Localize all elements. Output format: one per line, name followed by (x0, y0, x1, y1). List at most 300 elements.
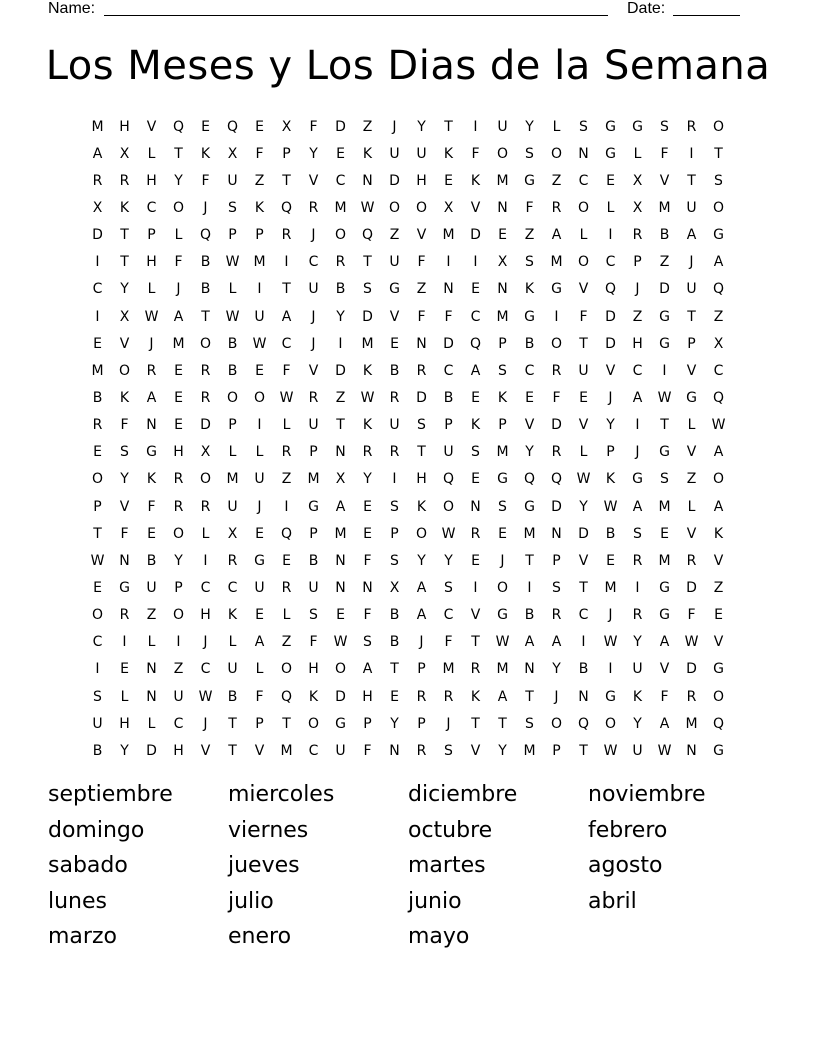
grid-letter[interactable]: D (686, 579, 697, 596)
grid-letter[interactable]: P (390, 525, 399, 542)
grid-letter[interactable]: C (524, 362, 535, 379)
grid-letter[interactable]: C (146, 199, 157, 216)
grid-letter[interactable]: A (551, 634, 562, 651)
grid-letter[interactable]: C (335, 172, 346, 189)
grid-letter[interactable]: I (554, 308, 559, 325)
grid-letter[interactable]: O (118, 362, 131, 379)
grid-letter[interactable]: M (685, 715, 698, 732)
grid-letter[interactable]: W (198, 688, 213, 705)
grid-letter[interactable]: X (443, 199, 454, 216)
grid-letter[interactable]: J (311, 308, 316, 325)
grid-letter[interactable]: K (119, 199, 130, 216)
grid-letter[interactable]: J (203, 634, 208, 651)
grid-letter[interactable]: A (281, 308, 292, 325)
grid-letter[interactable]: P (282, 145, 291, 162)
grid-letter[interactable]: E (174, 417, 183, 434)
grid-letter[interactable]: G (659, 444, 670, 461)
grid-letter[interactable]: K (713, 525, 724, 542)
grid-letter[interactable]: B (389, 634, 400, 651)
grid-letter[interactable]: C (578, 172, 589, 189)
grid-letter[interactable]: V (659, 172, 670, 189)
grid-letter[interactable]: T (228, 715, 237, 732)
grid-letter[interactable]: Y (633, 715, 642, 732)
grid-letter[interactable]: O (712, 471, 725, 488)
grid-letter[interactable]: F (525, 199, 534, 216)
grid-letter[interactable]: X (281, 118, 292, 135)
grid-letter[interactable]: X (713, 335, 724, 352)
grid-letter[interactable]: R (281, 444, 292, 461)
grid-letter[interactable]: O (280, 661, 293, 678)
grid-letter[interactable]: K (443, 145, 454, 162)
grid-letter[interactable]: I (95, 254, 100, 271)
grid-letter[interactable]: E (174, 362, 183, 379)
grid-letter[interactable]: P (444, 417, 453, 434)
grid-letter[interactable]: U (227, 498, 238, 515)
grid-letter[interactable]: R (173, 498, 184, 515)
grid-letter[interactable]: S (660, 471, 669, 488)
grid-letter[interactable]: E (579, 389, 588, 406)
grid-letter[interactable]: C (578, 607, 589, 624)
grid-letter[interactable]: A (713, 254, 724, 271)
grid-letter[interactable]: T (120, 254, 129, 271)
grid-letter[interactable]: L (228, 281, 237, 298)
grid-letter[interactable]: J (149, 335, 154, 352)
grid-letter[interactable]: C (443, 362, 454, 379)
grid-letter[interactable]: V (416, 227, 427, 244)
grid-letter[interactable]: M (496, 308, 509, 325)
grid-letter[interactable]: R (146, 362, 157, 379)
grid-letter[interactable]: H (416, 471, 427, 488)
grid-letter[interactable]: Y (633, 634, 642, 651)
grid-letter[interactable]: R (92, 172, 103, 189)
grid-letter[interactable]: R (551, 362, 562, 379)
grid-letter[interactable]: D (146, 742, 157, 759)
grid-letter[interactable]: Q (550, 471, 563, 488)
grid-letter[interactable]: E (336, 145, 345, 162)
grid-letter[interactable]: H (200, 607, 211, 624)
grid-letter[interactable]: U (497, 118, 508, 135)
grid-letter[interactable]: Y (309, 145, 318, 162)
grid-letter[interactable]: N (335, 552, 346, 569)
grid-letter[interactable]: F (660, 688, 669, 705)
grid-letter[interactable]: S (552, 579, 561, 596)
grid-letter[interactable]: N (119, 552, 130, 569)
grid-letter[interactable]: E (255, 362, 264, 379)
grid-letter[interactable]: B (443, 389, 454, 406)
grid-letter[interactable]: F (309, 118, 318, 135)
grid-letter[interactable]: Z (659, 254, 670, 271)
grid-letter[interactable]: G (659, 579, 670, 596)
grid-letter[interactable]: L (147, 281, 156, 298)
grid-letter[interactable]: Q (469, 335, 482, 352)
grid-letter[interactable]: R (92, 417, 103, 434)
grid-letter[interactable]: M (226, 471, 239, 488)
grid-letter[interactable]: W (252, 335, 267, 352)
grid-letter[interactable]: G (497, 471, 508, 488)
grid-letter[interactable]: I (608, 661, 613, 678)
grid-letter[interactable]: T (174, 145, 183, 162)
grid-letter[interactable]: I (257, 417, 262, 434)
grid-letter[interactable]: E (201, 118, 210, 135)
grid-letter[interactable]: P (228, 227, 237, 244)
grid-letter[interactable]: M (361, 335, 374, 352)
grid-letter[interactable]: H (119, 715, 130, 732)
grid-letter[interactable]: Y (525, 444, 534, 461)
grid-letter[interactable]: I (473, 254, 478, 271)
grid-letter[interactable]: E (606, 172, 615, 189)
grid-letter[interactable]: B (92, 742, 103, 759)
grid-letter[interactable]: G (659, 607, 670, 624)
grid-letter[interactable]: C (605, 254, 616, 271)
grid-letter[interactable]: U (632, 742, 643, 759)
grid-letter[interactable]: W (657, 742, 672, 759)
grid-letter[interactable]: K (146, 471, 157, 488)
grid-letter[interactable]: E (255, 607, 264, 624)
grid-letter[interactable]: Y (336, 308, 345, 325)
grid-letter[interactable]: R (551, 607, 562, 624)
grid-letter[interactable]: N (524, 661, 535, 678)
grid-letter[interactable]: L (228, 634, 237, 651)
grid-letter[interactable]: P (174, 579, 183, 596)
grid-letter[interactable]: W (90, 552, 105, 569)
grid-letter[interactable]: O (577, 199, 590, 216)
grid-letter[interactable]: V (470, 742, 481, 759)
grid-letter[interactable]: E (606, 552, 615, 569)
grid-letter[interactable]: O (388, 199, 401, 216)
grid-letter[interactable]: V (686, 362, 697, 379)
grid-letter[interactable]: G (551, 281, 562, 298)
grid-letter[interactable]: S (714, 172, 723, 189)
grid-letter[interactable]: V (578, 552, 589, 569)
grid-letter[interactable]: T (120, 227, 129, 244)
grid-letter[interactable]: G (713, 227, 724, 244)
grid-letter[interactable]: C (470, 308, 481, 325)
grid-letter[interactable]: P (255, 227, 264, 244)
grid-letter[interactable]: H (173, 742, 184, 759)
grid-letter[interactable]: C (227, 579, 238, 596)
grid-letter[interactable]: W (441, 525, 456, 542)
grid-letter[interactable]: F (417, 308, 426, 325)
grid-letter[interactable]: C (308, 742, 319, 759)
grid-letter[interactable]: U (335, 742, 346, 759)
grid-letter[interactable]: B (200, 254, 211, 271)
grid-letter[interactable]: G (605, 118, 616, 135)
grid-letter[interactable]: N (362, 579, 373, 596)
grid-letter[interactable]: I (635, 579, 640, 596)
grid-letter[interactable]: P (228, 417, 237, 434)
grid-letter[interactable]: F (174, 254, 183, 271)
grid-letter[interactable]: B (524, 607, 535, 624)
grid-letter[interactable]: D (470, 227, 481, 244)
grid-letter[interactable]: V (713, 634, 724, 651)
grid-letter[interactable]: A (362, 661, 373, 678)
grid-letter[interactable]: K (119, 389, 130, 406)
grid-letter[interactable]: M (442, 227, 455, 244)
grid-letter[interactable]: K (200, 145, 211, 162)
grid-letter[interactable]: D (416, 389, 427, 406)
grid-letter[interactable]: T (579, 335, 588, 352)
grid-letter[interactable]: B (389, 362, 400, 379)
grid-letter[interactable]: W (279, 389, 294, 406)
grid-letter[interactable]: Z (713, 308, 724, 325)
grid-letter[interactable]: D (389, 172, 400, 189)
grid-letter[interactable]: D (362, 308, 373, 325)
grid-letter[interactable]: I (176, 634, 181, 651)
grid-letter[interactable]: T (579, 742, 588, 759)
grid-letter[interactable]: R (227, 552, 238, 569)
grid-letter[interactable]: T (201, 308, 210, 325)
grid-letter[interactable]: M (604, 579, 617, 596)
grid-letter[interactable]: G (119, 579, 130, 596)
grid-letter[interactable]: O (550, 145, 563, 162)
grid-letter[interactable]: U (308, 281, 319, 298)
grid-letter[interactable]: Q (577, 715, 590, 732)
grid-letter[interactable]: Q (712, 715, 725, 732)
grid-letter[interactable]: Q (280, 199, 293, 216)
grid-letter[interactable]: B (389, 607, 400, 624)
grid-letter[interactable]: M (523, 742, 536, 759)
grid-letter[interactable]: Y (498, 742, 507, 759)
grid-letter[interactable]: F (444, 634, 453, 651)
grid-letter[interactable]: E (93, 444, 102, 461)
grid-letter[interactable]: N (146, 688, 157, 705)
grid-letter[interactable]: O (604, 715, 617, 732)
grid-letter[interactable]: N (146, 661, 157, 678)
grid-letter[interactable]: M (523, 525, 536, 542)
grid-letter[interactable]: Y (444, 552, 453, 569)
grid-letter[interactable]: D (578, 525, 589, 542)
grid-letter[interactable]: A (659, 634, 670, 651)
grid-letter[interactable]: I (635, 417, 640, 434)
grid-letter[interactable]: D (335, 362, 346, 379)
grid-letter[interactable]: R (632, 552, 643, 569)
grid-letter[interactable]: J (500, 552, 505, 569)
grid-letter[interactable]: D (551, 417, 562, 434)
grid-letter[interactable]: E (255, 118, 264, 135)
grid-letter[interactable]: J (311, 227, 316, 244)
grid-letter[interactable]: F (417, 254, 426, 271)
grid-letter[interactable]: R (200, 498, 211, 515)
grid-letter[interactable]: T (525, 552, 534, 569)
grid-letter[interactable]: P (498, 335, 507, 352)
grid-letter[interactable]: J (635, 444, 640, 461)
grid-letter[interactable]: D (686, 661, 697, 678)
grid-letter[interactable]: S (444, 579, 453, 596)
grid-letter[interactable]: O (712, 688, 725, 705)
grid-letter[interactable]: T (363, 254, 372, 271)
grid-letter[interactable]: N (389, 742, 400, 759)
grid-letter[interactable]: E (444, 172, 453, 189)
grid-letter[interactable]: H (119, 118, 130, 135)
grid-letter[interactable]: L (687, 417, 696, 434)
grid-letter[interactable]: Q (523, 471, 536, 488)
grid-letter[interactable]: N (335, 444, 346, 461)
grid-letter[interactable]: L (687, 498, 696, 515)
grid-letter[interactable]: N (443, 281, 454, 298)
grid-letter[interactable]: R (308, 389, 319, 406)
grid-letter[interactable]: I (446, 254, 451, 271)
grid-letter[interactable]: M (442, 661, 455, 678)
grid-letter[interactable]: U (308, 579, 319, 596)
grid-letter[interactable]: S (228, 199, 237, 216)
grid-letter[interactable]: G (146, 444, 157, 461)
grid-letter[interactable]: W (657, 389, 672, 406)
grid-letter[interactable]: B (308, 552, 319, 569)
grid-letter[interactable]: A (632, 498, 643, 515)
grid-letter[interactable]: M (658, 552, 671, 569)
grid-letter[interactable]: L (120, 688, 129, 705)
grid-letter[interactable]: R (686, 552, 697, 569)
grid-letter[interactable]: R (551, 199, 562, 216)
grid-letter[interactable]: S (363, 281, 372, 298)
grid-letter[interactable]: T (390, 661, 399, 678)
grid-letter[interactable]: W (360, 199, 375, 216)
grid-letter[interactable]: S (525, 145, 534, 162)
grid-letter[interactable]: I (284, 498, 289, 515)
grid-letter[interactable]: U (254, 471, 265, 488)
grid-letter[interactable]: E (93, 335, 102, 352)
grid-letter[interactable]: E (471, 389, 480, 406)
grid-letter[interactable]: K (470, 417, 481, 434)
grid-letter[interactable]: Q (712, 389, 725, 406)
grid-letter[interactable]: H (362, 688, 373, 705)
grid-letter[interactable]: K (470, 172, 481, 189)
grid-letter[interactable]: L (201, 525, 210, 542)
grid-letter[interactable]: G (254, 552, 265, 569)
grid-letter[interactable]: F (120, 417, 129, 434)
grid-letter[interactable]: O (550, 715, 563, 732)
grid-letter[interactable]: U (227, 172, 238, 189)
grid-letter[interactable]: A (686, 227, 697, 244)
grid-letter[interactable]: O (496, 145, 509, 162)
grid-letter[interactable]: F (363, 552, 372, 569)
grid-letter[interactable]: O (226, 389, 239, 406)
grid-letter[interactable]: Y (174, 172, 183, 189)
grid-letter[interactable]: C (173, 715, 184, 732)
grid-letter[interactable]: K (497, 389, 508, 406)
grid-letter[interactable]: E (390, 335, 399, 352)
grid-letter[interactable]: C (713, 362, 724, 379)
grid-letter[interactable]: G (335, 715, 346, 732)
grid-letter[interactable]: K (524, 281, 535, 298)
grid-letter[interactable]: R (389, 444, 400, 461)
grid-letter[interactable]: V (659, 661, 670, 678)
grid-letter[interactable]: W (360, 389, 375, 406)
grid-letter[interactable]: W (495, 634, 510, 651)
grid-letter[interactable]: S (471, 444, 480, 461)
grid-letter[interactable]: Y (120, 742, 129, 759)
grid-letter[interactable]: T (471, 634, 480, 651)
grid-letter[interactable]: O (199, 335, 212, 352)
grid-letter[interactable]: L (579, 227, 588, 244)
grid-letter[interactable]: X (227, 145, 238, 162)
grid-letter[interactable]: N (578, 688, 589, 705)
grid-letter[interactable]: S (390, 498, 399, 515)
grid-letter[interactable]: S (660, 118, 669, 135)
grid-letter[interactable]: H (308, 661, 319, 678)
grid-letter[interactable]: T (282, 715, 291, 732)
grid-letter[interactable]: Z (146, 607, 157, 624)
grid-letter[interactable]: T (714, 145, 723, 162)
grid-letter[interactable]: J (257, 498, 262, 515)
grid-letter[interactable]: Z (335, 389, 346, 406)
grid-letter[interactable]: J (419, 634, 424, 651)
grid-letter[interactable]: V (200, 742, 211, 759)
grid-letter[interactable]: V (146, 118, 157, 135)
grid-letter[interactable]: O (253, 389, 266, 406)
grid-letter[interactable]: P (606, 444, 615, 461)
grid-letter[interactable]: K (308, 688, 319, 705)
grid-letter[interactable]: Y (417, 118, 426, 135)
grid-letter[interactable]: O (172, 525, 185, 542)
grid-letter[interactable]: R (470, 525, 481, 542)
grid-letter[interactable]: B (605, 525, 616, 542)
grid-letter[interactable]: N (416, 335, 427, 352)
grid-letter[interactable]: C (92, 281, 103, 298)
grid-letter[interactable]: J (554, 688, 559, 705)
grid-letter[interactable]: I (473, 579, 478, 596)
grid-letter[interactable]: D (605, 335, 616, 352)
grid-letter[interactable]: P (417, 715, 426, 732)
grid-letter[interactable]: O (712, 118, 725, 135)
grid-letter[interactable]: X (119, 145, 130, 162)
grid-letter[interactable]: Z (632, 308, 643, 325)
grid-letter[interactable]: E (525, 389, 534, 406)
grid-letter[interactable]: G (659, 335, 670, 352)
grid-letter[interactable]: Y (390, 715, 399, 732)
grid-letter[interactable]: Y (552, 661, 561, 678)
grid-letter[interactable]: X (200, 444, 211, 461)
grid-letter[interactable]: A (470, 362, 481, 379)
grid-letter[interactable]: X (335, 471, 346, 488)
grid-letter[interactable]: S (498, 498, 507, 515)
grid-letter[interactable]: W (333, 634, 348, 651)
grid-letter[interactable]: B (524, 335, 535, 352)
grid-letter[interactable]: O (334, 661, 347, 678)
grid-letter[interactable]: L (633, 145, 642, 162)
grid-letter[interactable]: S (309, 607, 318, 624)
grid-letter[interactable]: W (603, 634, 618, 651)
grid-letter[interactable]: I (95, 308, 100, 325)
grid-letter[interactable]: P (255, 715, 264, 732)
grid-letter[interactable]: Z (362, 118, 373, 135)
grid-letter[interactable]: Y (363, 471, 372, 488)
grid-letter[interactable]: E (93, 579, 102, 596)
grid-letter[interactable]: J (689, 254, 694, 271)
grid-letter[interactable]: F (687, 607, 696, 624)
grid-letter[interactable]: H (173, 444, 184, 461)
grid-letter[interactable]: R (119, 607, 130, 624)
grid-letter[interactable]: M (658, 199, 671, 216)
grid-letter[interactable]: K (362, 362, 373, 379)
grid-letter[interactable]: T (282, 172, 291, 189)
grid-letter[interactable]: G (605, 145, 616, 162)
grid-letter[interactable]: K (227, 607, 238, 624)
grid-letter[interactable]: I (689, 145, 694, 162)
grid-letter[interactable]: F (147, 498, 156, 515)
grid-letter[interactable]: E (120, 661, 129, 678)
grid-letter[interactable]: V (470, 199, 481, 216)
grid-letter[interactable]: D (335, 118, 346, 135)
grid-letter[interactable]: F (282, 362, 291, 379)
grid-letter[interactable]: X (632, 172, 643, 189)
grid-letter[interactable]: J (203, 199, 208, 216)
grid-letter[interactable]: V (470, 607, 481, 624)
grid-letter[interactable]: P (633, 254, 642, 271)
grid-letter[interactable]: B (92, 389, 103, 406)
grid-letter[interactable]: T (228, 742, 237, 759)
grid-letter[interactable]: G (524, 172, 535, 189)
